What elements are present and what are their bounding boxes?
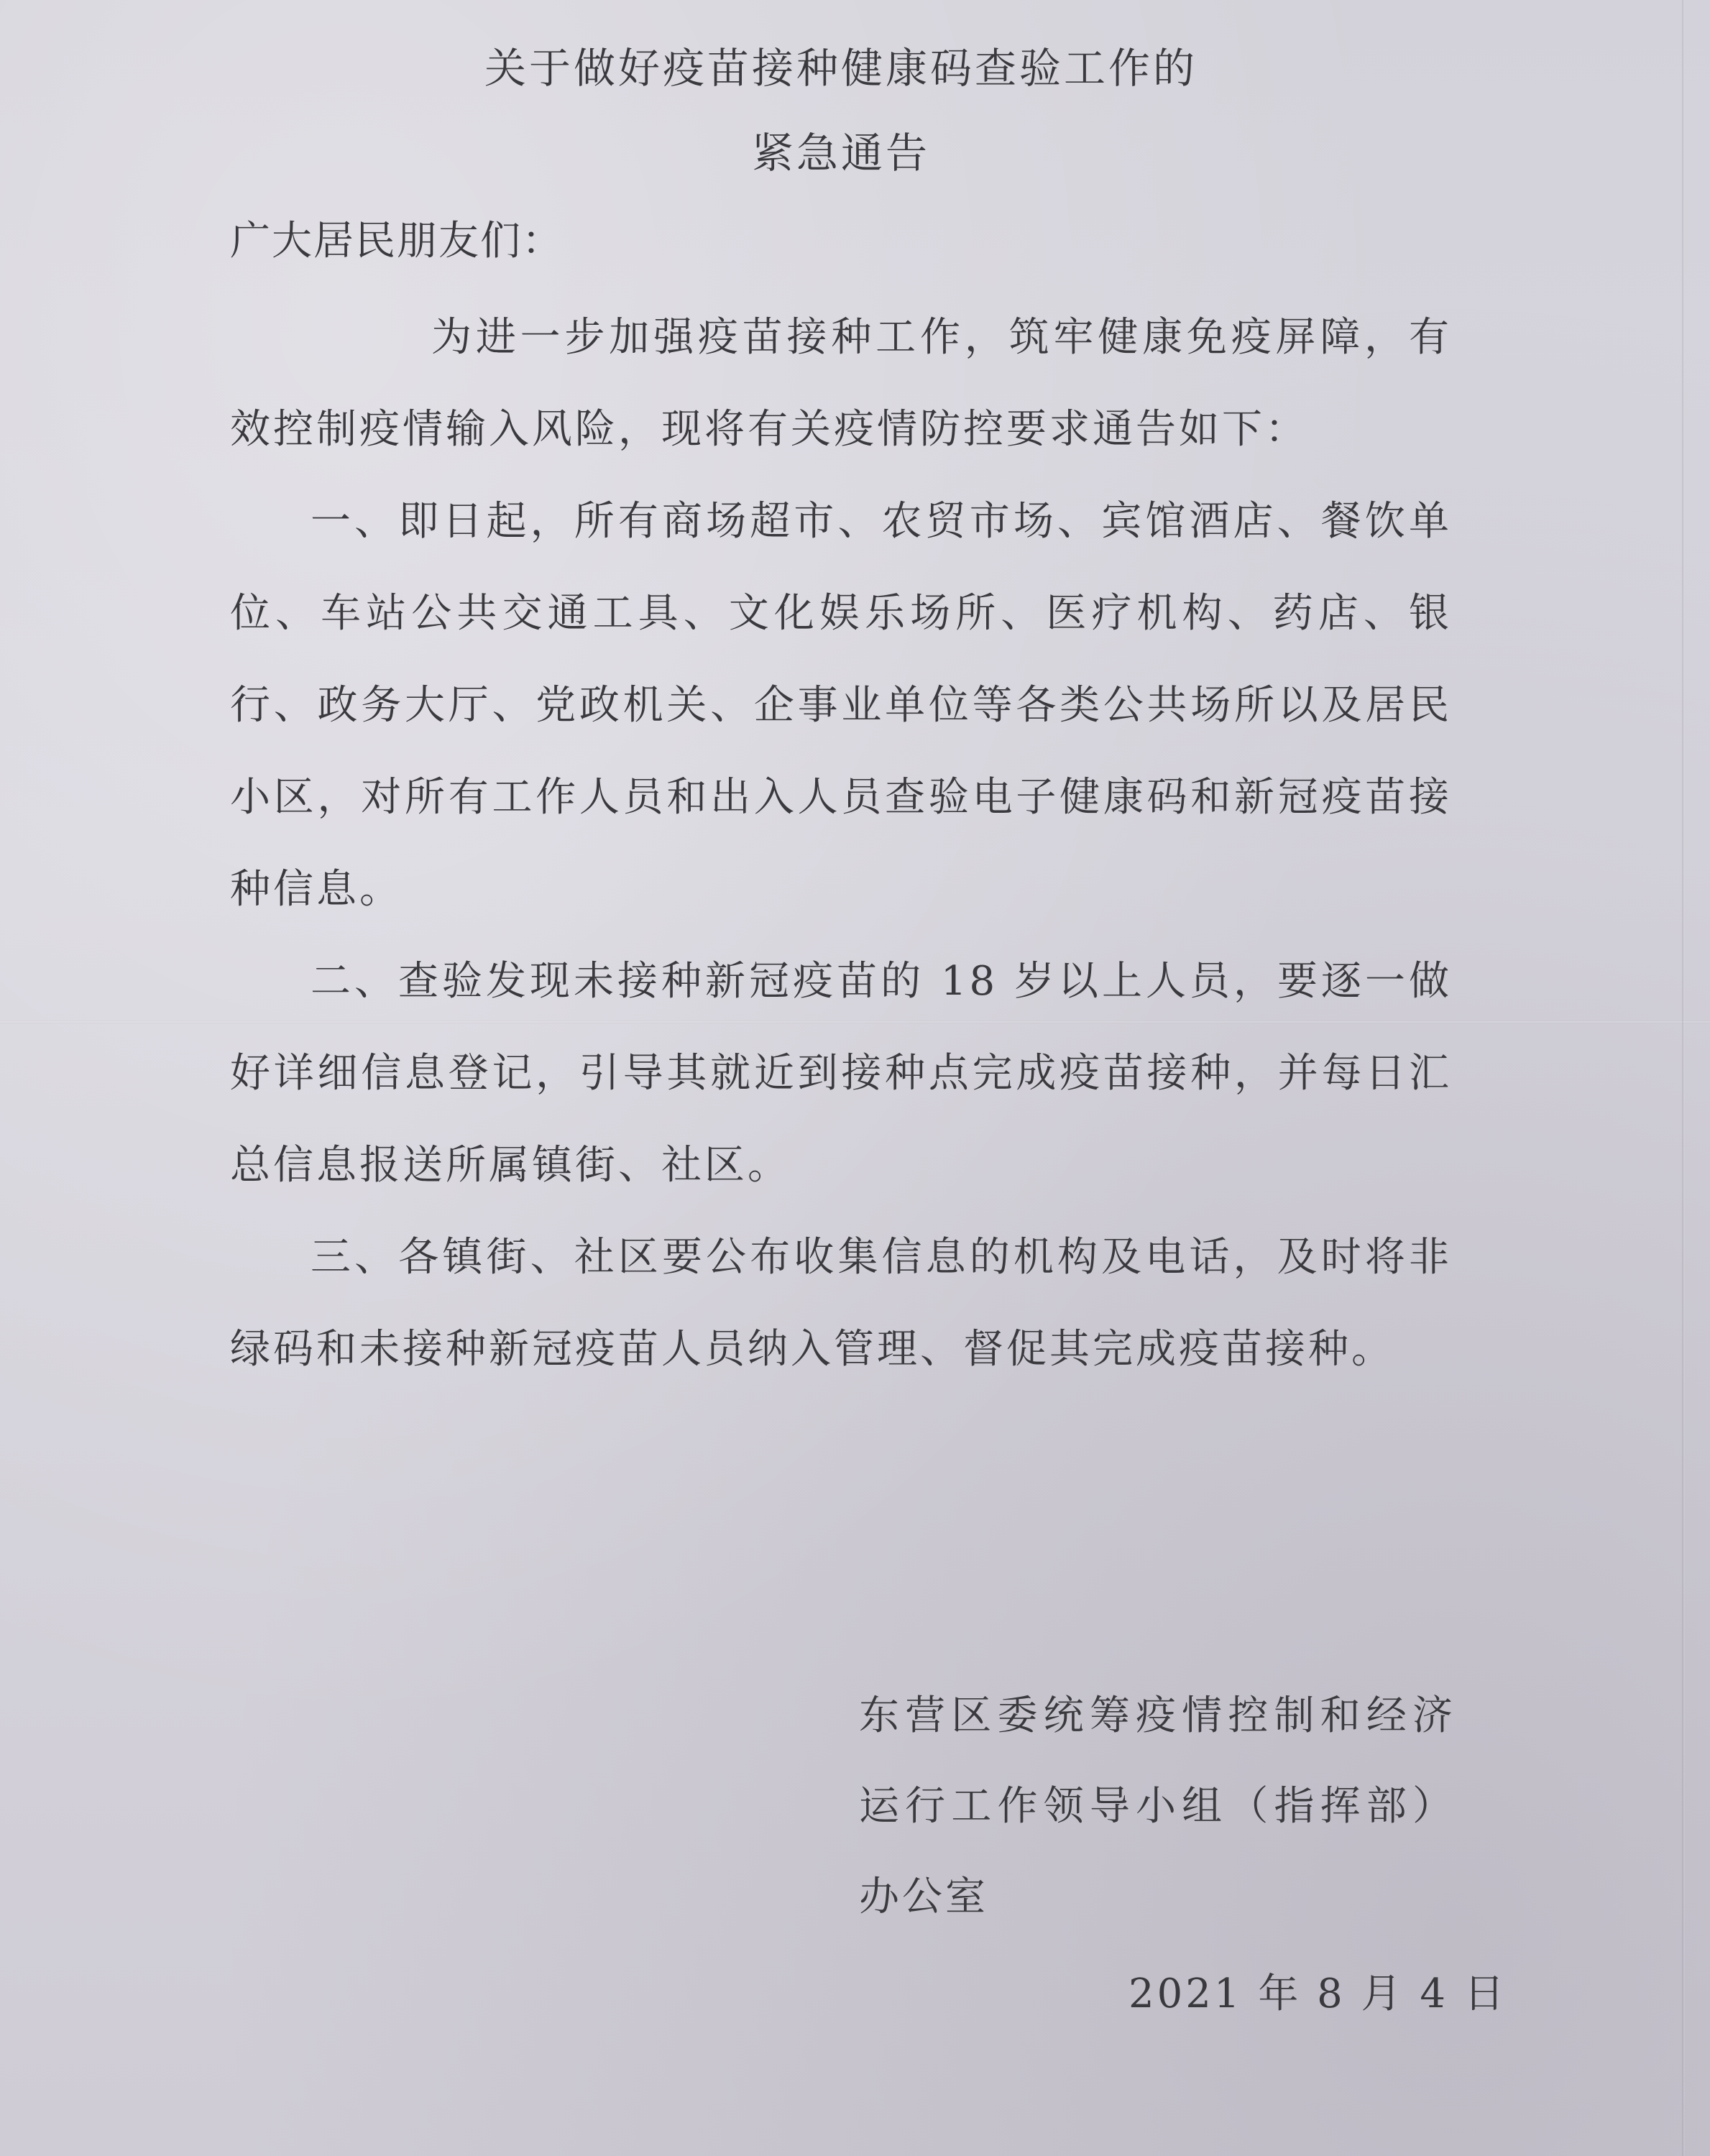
item-two-paragraph: 二、查验发现未接种新冠疫苗的 18 岁以上人员，要逐一做好详细信息登记，引导其就近到接种点完成疫苗接种，并每日汇总信息报送所属镇街、社区。: [230, 958, 1452, 1189]
paper-fold-vertical: [1682, 0, 1685, 2156]
issue-date: 2021 年 8 月 4 日: [1128, 1971, 1507, 2017]
notice-title-line1: 关于做好疫苗接种健康码查验工作的: [484, 44, 1198, 93]
item-one-paragraph: 一、即日起，所有商场超市、农贸市场、宾馆酒店、餐饮单位、车站公共交通工具、文化娱乐场所、医疗机构、药店、银行、政务大厅、党政机关、企事业单位等各类公共场所以及居民小区，对所有工作人员和出入人员查验电子健康码和新冠疫苗接种信息。: [230, 498, 1452, 913]
notice-body: [230, 43, 1452, 1396]
notice-title-line2: 紧急通告: [751, 129, 930, 178]
intro-paragraph: 为进一步加强疫苗接种工作，筑牢健康免疫屏障，有效控制疫情输入风险，现将有关疫情防控要求通告如下：: [230, 314, 1452, 453]
item-three-paragraph: 三、各镇街、社区要公布收集信息的机构及电话，及时将非绿码和未接种新冠疫苗人员纳入管理、督促其完成疫苗接种。: [230, 1234, 1452, 1373]
issuer-signature: 东营区委统筹疫情控制和经济运行工作领导小组（指挥部）办公室: [859, 1692, 1456, 1920]
salutation: 广大居民朋友们：: [230, 218, 564, 264]
